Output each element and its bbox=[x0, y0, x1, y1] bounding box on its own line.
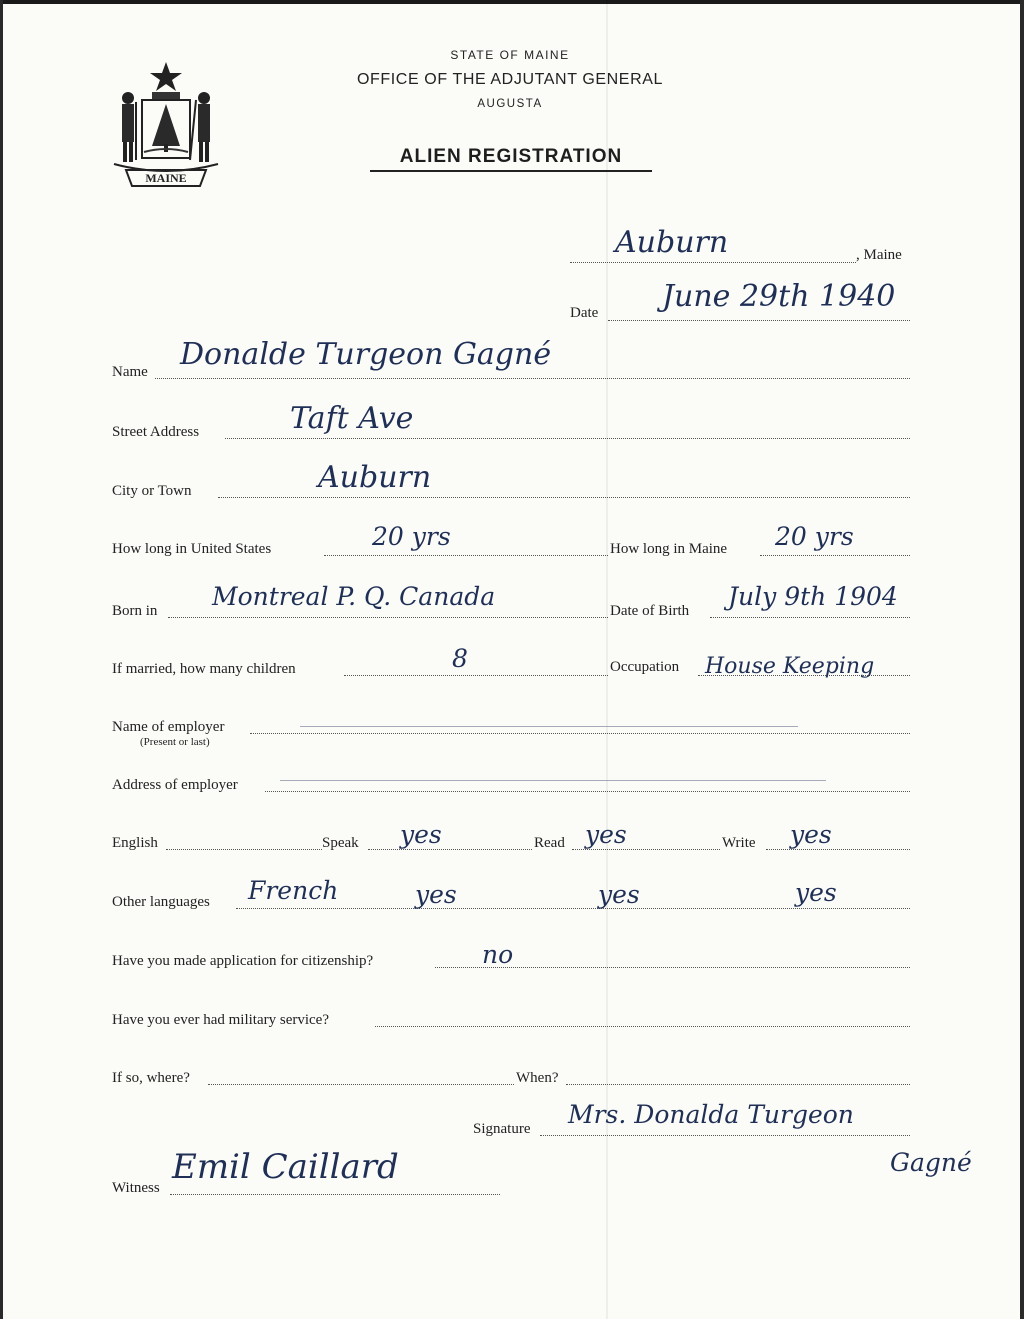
employer-dash-mark bbox=[300, 726, 798, 727]
signature-value-line1: Mrs. Donalda Turgeon bbox=[568, 1100, 854, 1129]
header-state: STATE OF MAINE bbox=[450, 48, 570, 62]
how-long-us-label: How long in United States bbox=[112, 541, 272, 557]
children-line bbox=[344, 675, 608, 676]
scan-border-right bbox=[1020, 0, 1024, 1319]
english-label: English bbox=[112, 835, 158, 851]
form-title: ALIEN REGISTRATION bbox=[370, 146, 652, 172]
other-languages-label: Other languages bbox=[112, 894, 210, 910]
english-read-value: yes bbox=[585, 820, 627, 849]
employer-address-dash-mark bbox=[280, 780, 826, 781]
children-value: 8 bbox=[452, 644, 468, 673]
read-label: Read bbox=[534, 835, 565, 851]
scan-border-top bbox=[0, 0, 1024, 4]
city-line bbox=[218, 497, 910, 498]
date-of-birth-value: July 9th 1904 bbox=[728, 582, 898, 611]
when-line bbox=[566, 1084, 910, 1085]
witness-value: Emil Caillard bbox=[172, 1147, 399, 1187]
name-label: Name bbox=[112, 364, 148, 380]
other-read-value: yes bbox=[598, 880, 640, 909]
city-label: City or Town bbox=[112, 483, 192, 499]
employer-sublabel: (Present or last) bbox=[140, 736, 210, 748]
speak-label: Speak bbox=[322, 835, 359, 851]
occupation-value: House Keeping bbox=[705, 654, 875, 679]
employer-label: Name of employer bbox=[112, 719, 225, 735]
speak-line bbox=[368, 849, 532, 850]
date-of-birth-line bbox=[710, 617, 910, 618]
when-label: When? bbox=[516, 1070, 559, 1086]
military-line bbox=[375, 1026, 910, 1027]
date-label: Date bbox=[570, 305, 599, 321]
street-label: Street Address bbox=[112, 424, 200, 440]
header-office: OFFICE OF THE ADJUTANT GENERAL bbox=[356, 71, 664, 88]
where-label: If so, where? bbox=[112, 1070, 190, 1086]
street-value: Taft Ave bbox=[290, 401, 414, 436]
how-long-us-line bbox=[324, 555, 608, 556]
english-speak-value: yes bbox=[400, 820, 442, 849]
employer-address-line bbox=[265, 791, 910, 792]
employer-address-label: Address of employer bbox=[112, 777, 238, 793]
other-language-value: French bbox=[248, 876, 339, 905]
signature-label: Signature bbox=[473, 1121, 531, 1137]
witness-label: Witness bbox=[112, 1180, 160, 1196]
other-languages-line bbox=[236, 908, 910, 909]
name-value: Donalde Turgeon Gagné bbox=[180, 337, 552, 372]
children-label: If married, how many children bbox=[112, 661, 296, 677]
date-of-birth-label: Date of Birth bbox=[610, 603, 690, 619]
witness-line bbox=[170, 1194, 500, 1195]
born-in-value: Montreal P. Q. Canada bbox=[212, 582, 496, 611]
date-value: June 29th 1940 bbox=[662, 279, 896, 314]
signature-value-line2: Gagné bbox=[890, 1148, 972, 1177]
employer-line bbox=[250, 733, 910, 734]
seal-banner-text: MAINE bbox=[145, 171, 187, 185]
town-line bbox=[570, 262, 856, 263]
maine-state-seal-icon bbox=[110, 60, 222, 190]
born-in-line bbox=[168, 617, 608, 618]
citizenship-value: no bbox=[482, 940, 514, 969]
military-label: Have you ever had military service? bbox=[112, 1012, 329, 1028]
write-label: Write bbox=[722, 835, 756, 851]
name-line bbox=[155, 378, 910, 379]
born-in-label: Born in bbox=[112, 603, 158, 619]
read-line bbox=[572, 849, 720, 850]
signature-line bbox=[540, 1135, 910, 1136]
header-city: AUGUSTA bbox=[477, 98, 543, 110]
english-write-value: yes bbox=[790, 820, 832, 849]
how-long-maine-label: How long in Maine bbox=[610, 541, 728, 557]
how-long-maine-line bbox=[760, 555, 910, 556]
scan-border-left bbox=[0, 0, 3, 1319]
date-line bbox=[608, 320, 910, 321]
town-value: Auburn bbox=[615, 225, 729, 260]
english-line bbox=[166, 849, 322, 850]
street-line bbox=[225, 438, 910, 439]
how-long-us-value: 20 yrs bbox=[372, 522, 451, 551]
city-value: Auburn bbox=[318, 460, 432, 495]
where-line bbox=[208, 1084, 514, 1085]
citizenship-label: Have you made application for citizenship? bbox=[112, 953, 374, 969]
maine-label: , Maine bbox=[856, 247, 902, 263]
write-line bbox=[766, 849, 910, 850]
other-write-value: yes bbox=[795, 878, 837, 907]
other-speak-value: yes bbox=[415, 880, 457, 909]
occupation-label: Occupation bbox=[610, 659, 680, 675]
how-long-maine-value: 20 yrs bbox=[775, 522, 854, 551]
